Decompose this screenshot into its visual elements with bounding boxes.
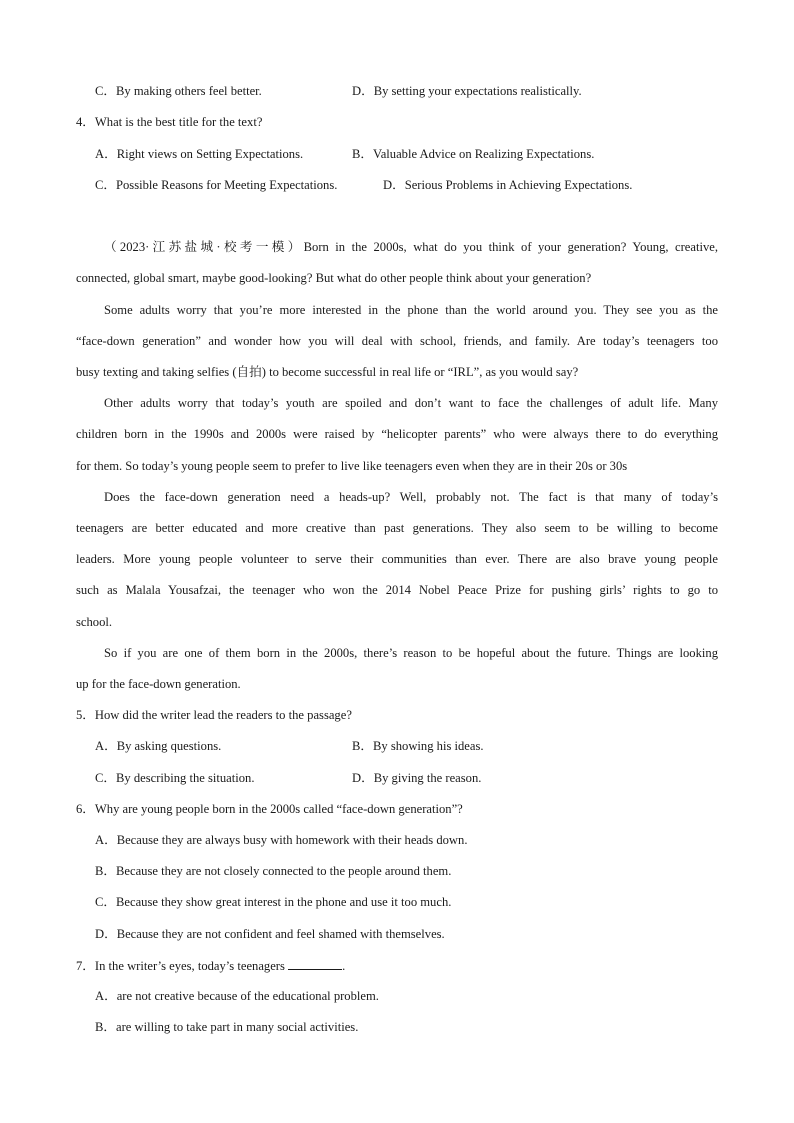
q5-option-d[interactable]: D．By giving the reason. <box>352 771 482 785</box>
passage-p4-line3: leaders. More young people volunteer to serve their communities than ever. There are also brave young people <box>76 552 718 566</box>
passage-p3-line3: for them. So today’s young people seem to prefer to live like teenagers even when they are in their 20s or 30s <box>76 459 628 473</box>
answer-blank[interactable] <box>288 957 342 970</box>
q5-option-b[interactable]: B．By showing his ideas. <box>352 739 484 753</box>
q5-option-a[interactable]: A．By asking questions. <box>95 739 222 753</box>
q7-question <box>76 957 345 974</box>
passage-p1-line1: （2023·江苏盐城·校考一模）Born in the 2000s, what do you think of your generation? Young, creative, <box>104 240 718 254</box>
q6-option-d[interactable]: D．Because they are not confident and feel shamed with themselves. <box>95 927 445 941</box>
passage-p3-line2: children born in the 1990s and 2000s were raised by “helicopter parents” who were always there to do everything <box>76 427 718 441</box>
q6-question: 6．Why are young people born in the 2000s called “face-down generation”? <box>76 802 463 816</box>
passage-p1-line2: connected, global smart, maybe good-looking? But what do other people think about your generation? <box>76 271 592 285</box>
passage-p4-line4: such as Malala Yousafzai, the teenager who won the 2014 Nobel Peace Prize for pushing girls’ rights to go to <box>76 583 718 597</box>
passage-p4-line1: Does the face-down generation need a heads-up? Well, probably not. The fact is that many of today’s <box>104 490 718 504</box>
q4-option-a[interactable]: A．Right views on Setting Expectations. <box>95 147 304 161</box>
passage-p2-line3: busy texting and taking selfies (自拍) to become successful in real life or “IRL”, as you would say? <box>76 365 579 379</box>
q7-option-b[interactable]: B．are willing to take part in many social activities. <box>95 1020 359 1034</box>
passage-p5-line2: up for the face-down generation. <box>76 677 241 691</box>
passage-p2-line2: “face-down generation” and wonder how you will deal with school, friends, and family. Are today’s teenagers too <box>76 334 718 348</box>
q6-option-b[interactable]: B．Because they are not closely connected to the people around them. <box>95 864 452 878</box>
passage-p4-line2: teenagers are better educated and more creative than past generations. They also seem to be willing to become <box>76 521 718 535</box>
q4-question: 4．What is the best title for the text? <box>76 115 263 129</box>
q4-option-b[interactable]: B．Valuable Advice on Realizing Expectations. <box>352 147 595 161</box>
q7-option-a[interactable]: A．are not creative because of the educational problem. <box>95 989 379 1003</box>
q5-question: 5．How did the writer lead the readers to the passage? <box>76 708 352 722</box>
q4-option-d[interactable]: D．Serious Problems in Achieving Expectations. <box>383 178 633 192</box>
q6-option-c[interactable]: C．Because they show great interest in the phone and use it too much. <box>95 895 452 909</box>
q7-question-suffix: . <box>342 959 346 973</box>
q4-option-c[interactable]: C．Possible Reasons for Meeting Expectations. <box>95 178 338 192</box>
q6-option-a[interactable]: A．Because they are always busy with homework with their heads down. <box>95 833 468 847</box>
passage-p4-line5: school. <box>76 615 113 629</box>
q7-question-prefix: 7．In the writer’s eyes, today’s teenagers <box>76 959 285 973</box>
passage-p5-line1: So if you are one of them born in the 2000s, there’s reason to be hopeful about the future. Things are looking <box>104 646 718 660</box>
q3-option-d[interactable]: D．By setting your expectations realistically. <box>352 84 582 98</box>
passage-p3-line1: Other adults worry that today’s youth are spoiled and don’t want to face the challenges of adult life. Many <box>104 396 718 410</box>
q5-option-c[interactable]: C．By describing the situation. <box>95 771 255 785</box>
q3-option-c[interactable]: C．By making others feel better. <box>95 84 262 98</box>
passage-p2-line1: Some adults worry that you’re more interested in the phone than the world around you. They see you as the <box>104 303 718 317</box>
